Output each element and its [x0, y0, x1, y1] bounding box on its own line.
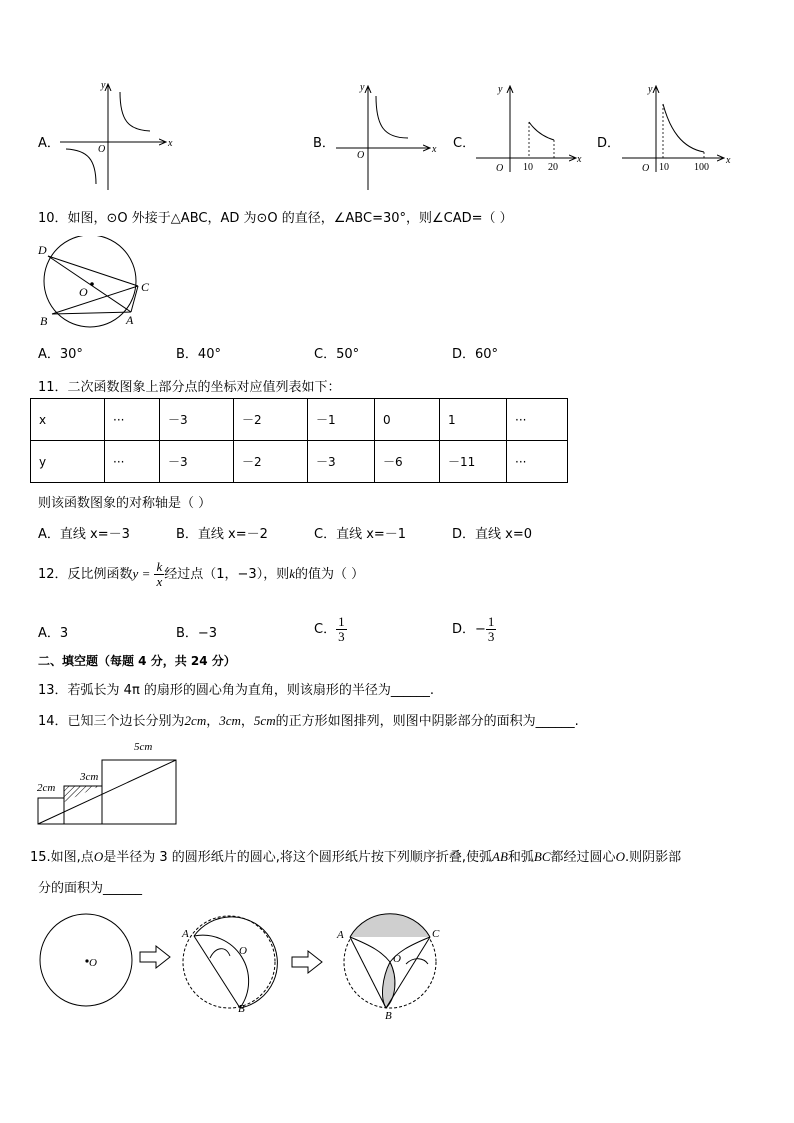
- diagonal-line: [38, 760, 176, 824]
- q15-part-a: 15.如图,点: [30, 850, 94, 865]
- question-10-figure: [30, 236, 160, 330]
- origin-label: O: [98, 144, 106, 155]
- folded-circle-dashed: [183, 916, 275, 1008]
- question-15-line-2: 分的面积为______: [38, 881, 143, 896]
- table-cell: 1: [440, 399, 507, 441]
- curve-segment: [663, 104, 704, 152]
- chord-bc: [52, 286, 138, 314]
- q14-sep-1: ，: [206, 714, 220, 729]
- q14-post: 的正方形如图排列，则图中阴影部分的面积为______.: [275, 714, 579, 729]
- chord-ba: [52, 312, 131, 314]
- label-2cm: 2cm: [37, 782, 56, 794]
- label-a: A: [182, 928, 189, 940]
- point-label-c: C: [141, 280, 150, 294]
- table-cell: －3: [160, 441, 234, 483]
- x-axis-label: x: [726, 155, 731, 166]
- q12-y-eq: y =: [132, 566, 151, 581]
- center-point: [90, 282, 94, 286]
- table-cell: ···: [105, 399, 160, 441]
- q14-side-1: 2cm: [184, 713, 207, 728]
- x-axis-label: x: [168, 138, 173, 149]
- q15-part-b: 是半径为 3 的圆形纸片的圆心,将这个圆形纸片按下列顺序折叠,使弧: [103, 850, 493, 865]
- graph-d: [620, 80, 734, 174]
- label-5cm: 5cm: [134, 741, 153, 753]
- hyperbola-branch-q1: [376, 96, 408, 138]
- q10-option-b: B．40°: [176, 347, 221, 362]
- diameter-ad: [48, 256, 131, 312]
- q15-ab: AB: [492, 849, 508, 864]
- fraction-numerator: 1: [338, 614, 345, 629]
- label-c: C: [432, 928, 440, 940]
- shaded-lens-region: [383, 962, 395, 1008]
- q14-side-2: 3cm: [219, 713, 241, 728]
- q12-option-a: A．3: [38, 626, 69, 641]
- option-b-label: B．: [313, 136, 335, 151]
- hyperbola-branch-q3: [66, 149, 96, 184]
- question-11-stem: 11．二次函数图象上部分点的坐标对应值列表如下：: [38, 380, 341, 395]
- table-cell: －1: [308, 399, 375, 441]
- q14-side-3: 5cm: [253, 713, 276, 728]
- option-letter: D．−: [452, 622, 486, 637]
- table-cell: －2: [234, 441, 308, 483]
- option-c-label: C．: [453, 136, 476, 151]
- q12-option-c: [314, 612, 347, 648]
- q12-k: k: [289, 566, 295, 581]
- q11-option-b: B．直线 x=－2: [176, 527, 268, 542]
- origin-label: O: [357, 150, 365, 161]
- table-cell: x: [31, 399, 105, 441]
- q12-option-d-fraction: [486, 615, 497, 644]
- q15-bc: BC: [533, 849, 551, 864]
- q12-option-c-fraction: [336, 615, 347, 644]
- fraction-numerator: k: [156, 559, 163, 574]
- q12-option-d: [452, 612, 496, 648]
- q12-middle: 经过点（1，−3），则: [164, 567, 290, 582]
- x-axis-label: x: [577, 154, 582, 165]
- origin-label: O: [642, 163, 650, 174]
- tick-label: 10: [523, 162, 533, 173]
- table-cell: －3: [308, 441, 375, 483]
- question-11-question: 则该函数图象的对称轴是（ ）: [38, 496, 212, 511]
- table-cell: －11: [440, 441, 507, 483]
- graph-b: [332, 80, 442, 192]
- table-row: [31, 399, 568, 441]
- option-d-label: D．: [597, 136, 621, 151]
- graph-a: [58, 76, 182, 194]
- tick-label: 20: [548, 162, 558, 173]
- y-axis-label: y: [360, 82, 365, 93]
- table-cell: y: [31, 441, 105, 483]
- table-cell: ···: [507, 441, 568, 483]
- q10-option-d: D．60°: [452, 347, 499, 362]
- label-b: B: [238, 1003, 245, 1015]
- fraction-denominator: x: [156, 574, 163, 589]
- q12-suffix: 的值为（ ）: [294, 567, 365, 582]
- origin-label: O: [496, 163, 504, 174]
- label-o: O: [393, 953, 401, 965]
- square-2cm: [38, 798, 64, 824]
- arrow-right-icon: [140, 946, 170, 968]
- q14-sep-2: ，: [240, 714, 254, 729]
- table-cell: －2: [234, 399, 308, 441]
- arrow-right-icon: [292, 951, 322, 973]
- fraction-denominator: 3: [338, 629, 345, 644]
- question-14-figure: [34, 736, 184, 828]
- tick-label: 100: [694, 162, 709, 173]
- q11-option-d: D．直线 x=0: [452, 527, 532, 542]
- question-15-line-1: [30, 846, 681, 865]
- point-label-d: D: [38, 243, 47, 257]
- chord-dc: [48, 256, 138, 286]
- circle-arc-solid: [194, 917, 277, 1008]
- table-cell: 0: [375, 399, 440, 441]
- label-3cm: 3cm: [80, 771, 99, 783]
- fraction-numerator: 1: [487, 614, 495, 629]
- section-2-title: 二、填空题（每题 4 分，共 24 分）: [38, 654, 236, 668]
- question-12-stem: [38, 560, 364, 589]
- q11-option-c: C．直线 x=－1: [314, 527, 407, 542]
- q15-o2: O: [615, 849, 625, 864]
- table-cell: ···: [507, 399, 568, 441]
- graph-c: [474, 80, 586, 174]
- y-axis-label: y: [648, 84, 653, 95]
- q15-part-c: 和弧: [507, 850, 534, 865]
- label-o: O: [89, 957, 97, 969]
- q15-part-e: .则阴影部: [624, 850, 682, 865]
- q15-part-d: 都经过圆心: [550, 850, 616, 865]
- q12-prefix: 12．反比例函数: [38, 567, 133, 582]
- y-axis-label: y: [498, 84, 503, 95]
- label-b: B: [385, 1010, 392, 1022]
- table-row: [31, 441, 568, 483]
- tick-label: 10: [659, 162, 669, 173]
- table-cell: －6: [375, 441, 440, 483]
- q12-fraction: [154, 560, 164, 589]
- question-14-stem: [38, 710, 579, 729]
- fraction-denominator: 3: [487, 629, 495, 644]
- table-cell: ···: [105, 441, 160, 483]
- value-table: [30, 398, 568, 483]
- option-letter: C．: [314, 622, 337, 637]
- q10-option-c: C．50°: [314, 347, 360, 362]
- square-5cm: [102, 760, 176, 824]
- y-axis-label: y: [101, 80, 106, 91]
- fold-arrow-icon: [406, 959, 428, 964]
- fold-arrow-icon: [210, 949, 230, 958]
- q15-o: O: [93, 849, 104, 864]
- curve-segment: [529, 122, 554, 140]
- q14-pre: 14．已知三个边长分别为: [38, 714, 185, 729]
- label-a: A: [337, 929, 344, 941]
- shaded-top-region: [350, 914, 430, 937]
- shaded-region: [64, 785, 102, 802]
- q10-option-a: A．30°: [38, 347, 83, 362]
- question-15-figure: [34, 906, 454, 1022]
- hyperbola-branch-q1: [120, 92, 150, 131]
- question-13: 13．若弧长为 4π 的扇形的圆心角为直角，则该扇形的半径为______.: [38, 683, 435, 698]
- table-cell: －3: [160, 399, 234, 441]
- q11-option-a: A．直线 x=－3: [38, 527, 130, 542]
- q12-option-b: B．−3: [176, 626, 218, 641]
- option-a-label: A．: [38, 136, 60, 151]
- label-o: O: [239, 945, 247, 957]
- point-label-b: B: [40, 314, 48, 328]
- point-label-o: O: [79, 285, 88, 299]
- x-axis-label: x: [432, 144, 437, 155]
- folded-arcs-inner: [350, 937, 430, 962]
- question-10-stem: 10．如图，⊙O 外接于△ABC，AD 为⊙O 的直径，∠ABC=30°，则∠CAD=（ ）: [38, 211, 513, 226]
- point-label-a: A: [126, 313, 134, 327]
